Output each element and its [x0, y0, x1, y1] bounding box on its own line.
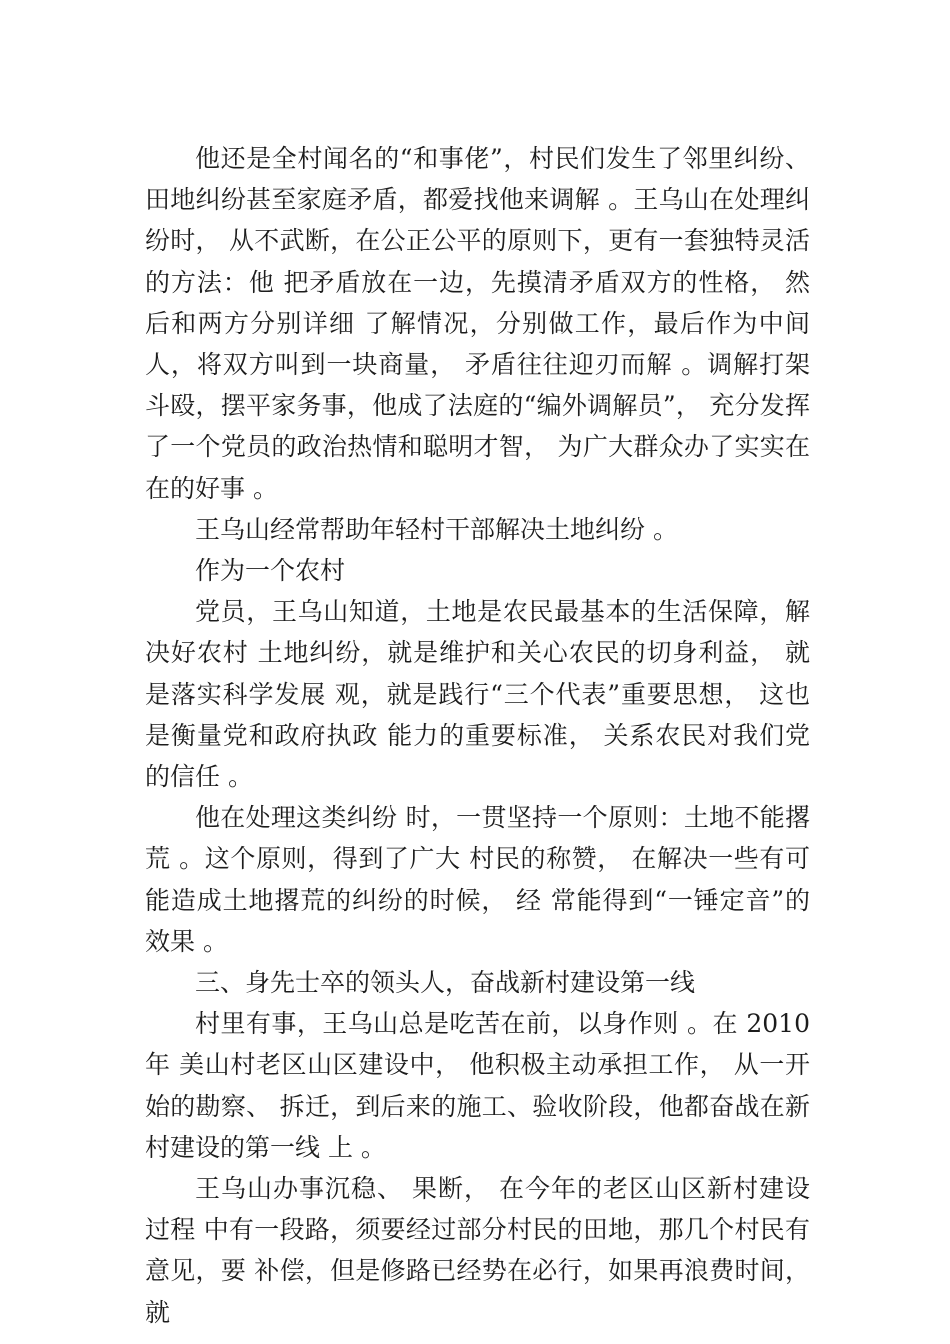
paragraph-mediator: 他还是全村闻名的“和事佬”，村民们发生了邻里纠纷、 田地纠纷甚至家庭矛盾，都爱找他来调解 。王乌山在处理纠纷时， 从不武断，在公正公平的原则下，更有一套独特灵活的方法：他 把矛盾放在一边，先摸清矛盾双方的性格， 然后和两方分别详细 了解情况，分别做工作，最后作为中间人，将双方叫到一块商量， 矛盾往往迎刃而解 。调解打架斗殴，摆平家务事，他成了法庭的“编外调解员”， 充分发挥了一个党员的政治热情和聪明才智， 为广大群众办了实实在在的好事 。: [145, 144, 818, 503]
paragraph-as-rural: 作为一个农村: [195, 556, 346, 586]
paragraph-land-disputes-intro: 王乌山经常帮助年轻村干部解决土地纠纷 。: [195, 514, 678, 544]
paragraph-road-compensation: 王乌山办事沉稳、 果断， 在今年的老区山区新村建设过程 中有一段路，须要经过部分村民的田地，那几个村民有意见，要 补偿，但是修路已经势在必行，如果再浪费时间，就: [145, 1174, 810, 1327]
paragraph-party-member-land: 党员，王乌山知道，土地是农民最基本的生活保障，解决好农村 土地纠纷，就是维护和关心农民的切身利益， 就是落实科学发展 观，就是践行“三个代表”重要思想， 这也是衡量党和政府执政 能力的重要标准， 关系农民对我们党的信任 。: [145, 597, 810, 792]
paragraph-2010-construction: 村里有事，王乌山总是吃苦在前，以身作则 。在 2010 年 美山村老区山区建设中， 他积极主动承担工作， 从一开始的勘察、 拆迁，到后来的施工、验收阶段，他都奋战在新村建设的第一线 上 。: [145, 1009, 818, 1162]
paragraph-no-abandon-principle: 他在处理这类纠纷 时，一贯坚持一个原则：土地不能撂荒 。这个原则，得到了广大 村民的称赞， 在解决一些有可能造成土地撂荒的纠纷的时候， 经 常能得到“一锤定音”的效果 。: [145, 803, 810, 956]
section-heading-three: 三、身先士卒的领头人，奋战新村建设第一线: [195, 968, 696, 998]
document-page: [145, 138, 818, 1333]
